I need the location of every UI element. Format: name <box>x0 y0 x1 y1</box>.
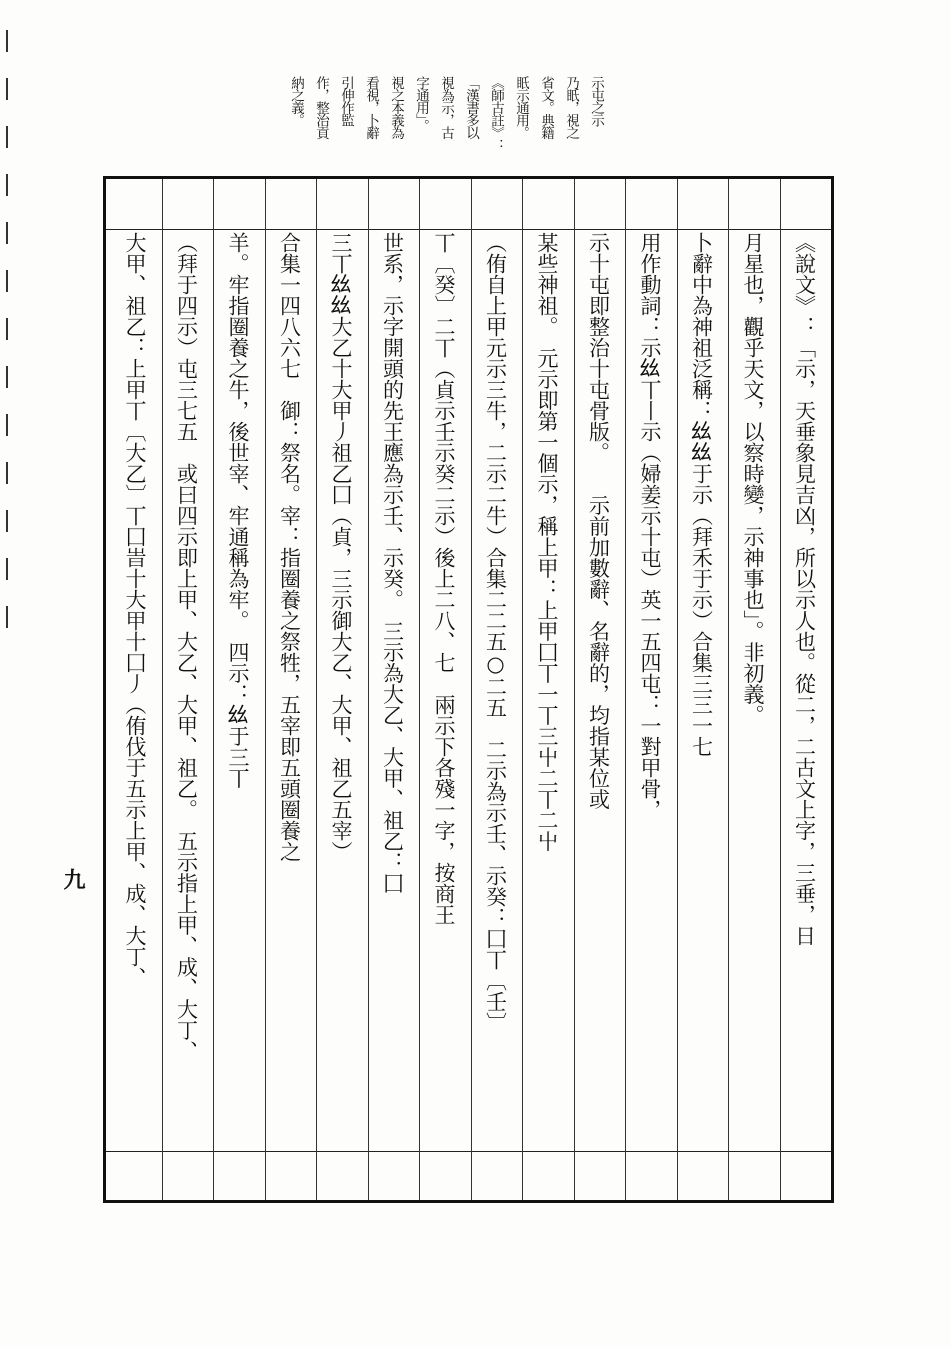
text-column: 丅〔癸〕二丅（貞示壬示癸二示）後上二八、七 兩示下各殘一字，按商王 <box>432 232 456 925</box>
text-column: 月星也，觀乎天文，以察時變，示神事也」。非初義。 <box>741 232 765 726</box>
column-rule <box>728 179 729 1200</box>
annotation-column: 字通用」。 <box>413 76 429 132</box>
text-column: 合集一四八六七 御：祭名。宰：指圈養之祭牲，五宰即五頭圈養之 <box>277 232 302 862</box>
column-rule <box>162 179 163 1200</box>
column-rule <box>574 179 575 1200</box>
column-rule <box>625 179 626 1200</box>
page-number: 九 <box>60 868 86 890</box>
annotation-column: 省文。典籍 <box>538 76 554 139</box>
column-rule <box>522 179 523 1200</box>
annotation-column: 視之本義為 <box>388 76 404 139</box>
column-rule <box>213 179 214 1200</box>
text-column: 《說文》：「示，天垂象見吉凶，所以示人也。從二，二古文上字，三垂，日 <box>792 232 817 946</box>
column-rule <box>780 179 781 1200</box>
bottom-ruled-line <box>106 1151 831 1152</box>
text-column: （侑自上甲元示三牛，二示二牛）合集二二五○二五 二示為示壬、示癸：囗丅〔壬〕 <box>483 232 508 1033</box>
annotation-column: 乃眂，視之 <box>563 76 579 139</box>
column-rule <box>368 179 369 1200</box>
annotation-column: 作，整治貢 <box>313 76 329 139</box>
text-column: 某些神祖。 元示即第一個示，稱上甲：上甲囗丅一丅三屮二丅二屮 <box>535 232 559 852</box>
column-rule <box>316 179 317 1200</box>
column-rule <box>677 179 678 1200</box>
text-column: 卜辭中為神祖泛稱：𢆶𢆶于示（拜禾于示）合集三三一七 <box>689 232 714 757</box>
manuscript-frame <box>103 176 834 1203</box>
text-column: 羊。牢指圈養之牛，後世宰、牢通稱為牢。 四示：𢆶于三丅 <box>226 232 250 789</box>
column-rule <box>265 179 266 1200</box>
top-margin-annotation <box>268 76 608 180</box>
text-column: 大甲、祖乙：上甲丅〔大乙〕丅囗旹十大甲十囗丿（侑伐于五示上甲、成、大丁、 <box>123 232 147 988</box>
text-column: 用作動詞：示𢆶丅丨示（婦姜示十屯）英一五四屯：一對甲骨， <box>638 232 662 820</box>
text-column: 世系，示字開頭的先王應為示壬、示癸。 三示為大乙、大甲、祖乙：囗 <box>380 232 405 894</box>
annotation-column: 看視，卜辭 <box>363 76 379 139</box>
annotation-column: 眂示通用。 <box>513 76 529 139</box>
scan-edge-marks <box>6 30 8 670</box>
annotation-column: 引伸作監 <box>338 76 354 126</box>
column-rule <box>419 179 420 1200</box>
annotation-column: 視為示，古 <box>438 76 454 139</box>
annotation-column: 示屯之示 <box>588 76 604 126</box>
column-rule <box>471 179 472 1200</box>
top-ruled-line <box>106 229 831 230</box>
text-column: 示十屯即整治十屯骨版。 示前加數辭、名辭的，均指某位或 <box>586 232 611 810</box>
annotation-column: 《師古註》： <box>488 76 504 151</box>
text-column: （拜于四示）屯三七五 或曰四示即上甲、大乙、大甲、祖乙。 五示指上甲、成、大丁、 <box>174 232 199 1062</box>
text-column: 三丅𢆶𢆶大乙十大甲丿祖乙囗（貞，三示御大乙、大甲、祖乙五宰） <box>329 232 353 862</box>
annotation-column: 「漢書多以 <box>463 76 479 139</box>
annotation-column: 納之義。 <box>288 76 304 126</box>
